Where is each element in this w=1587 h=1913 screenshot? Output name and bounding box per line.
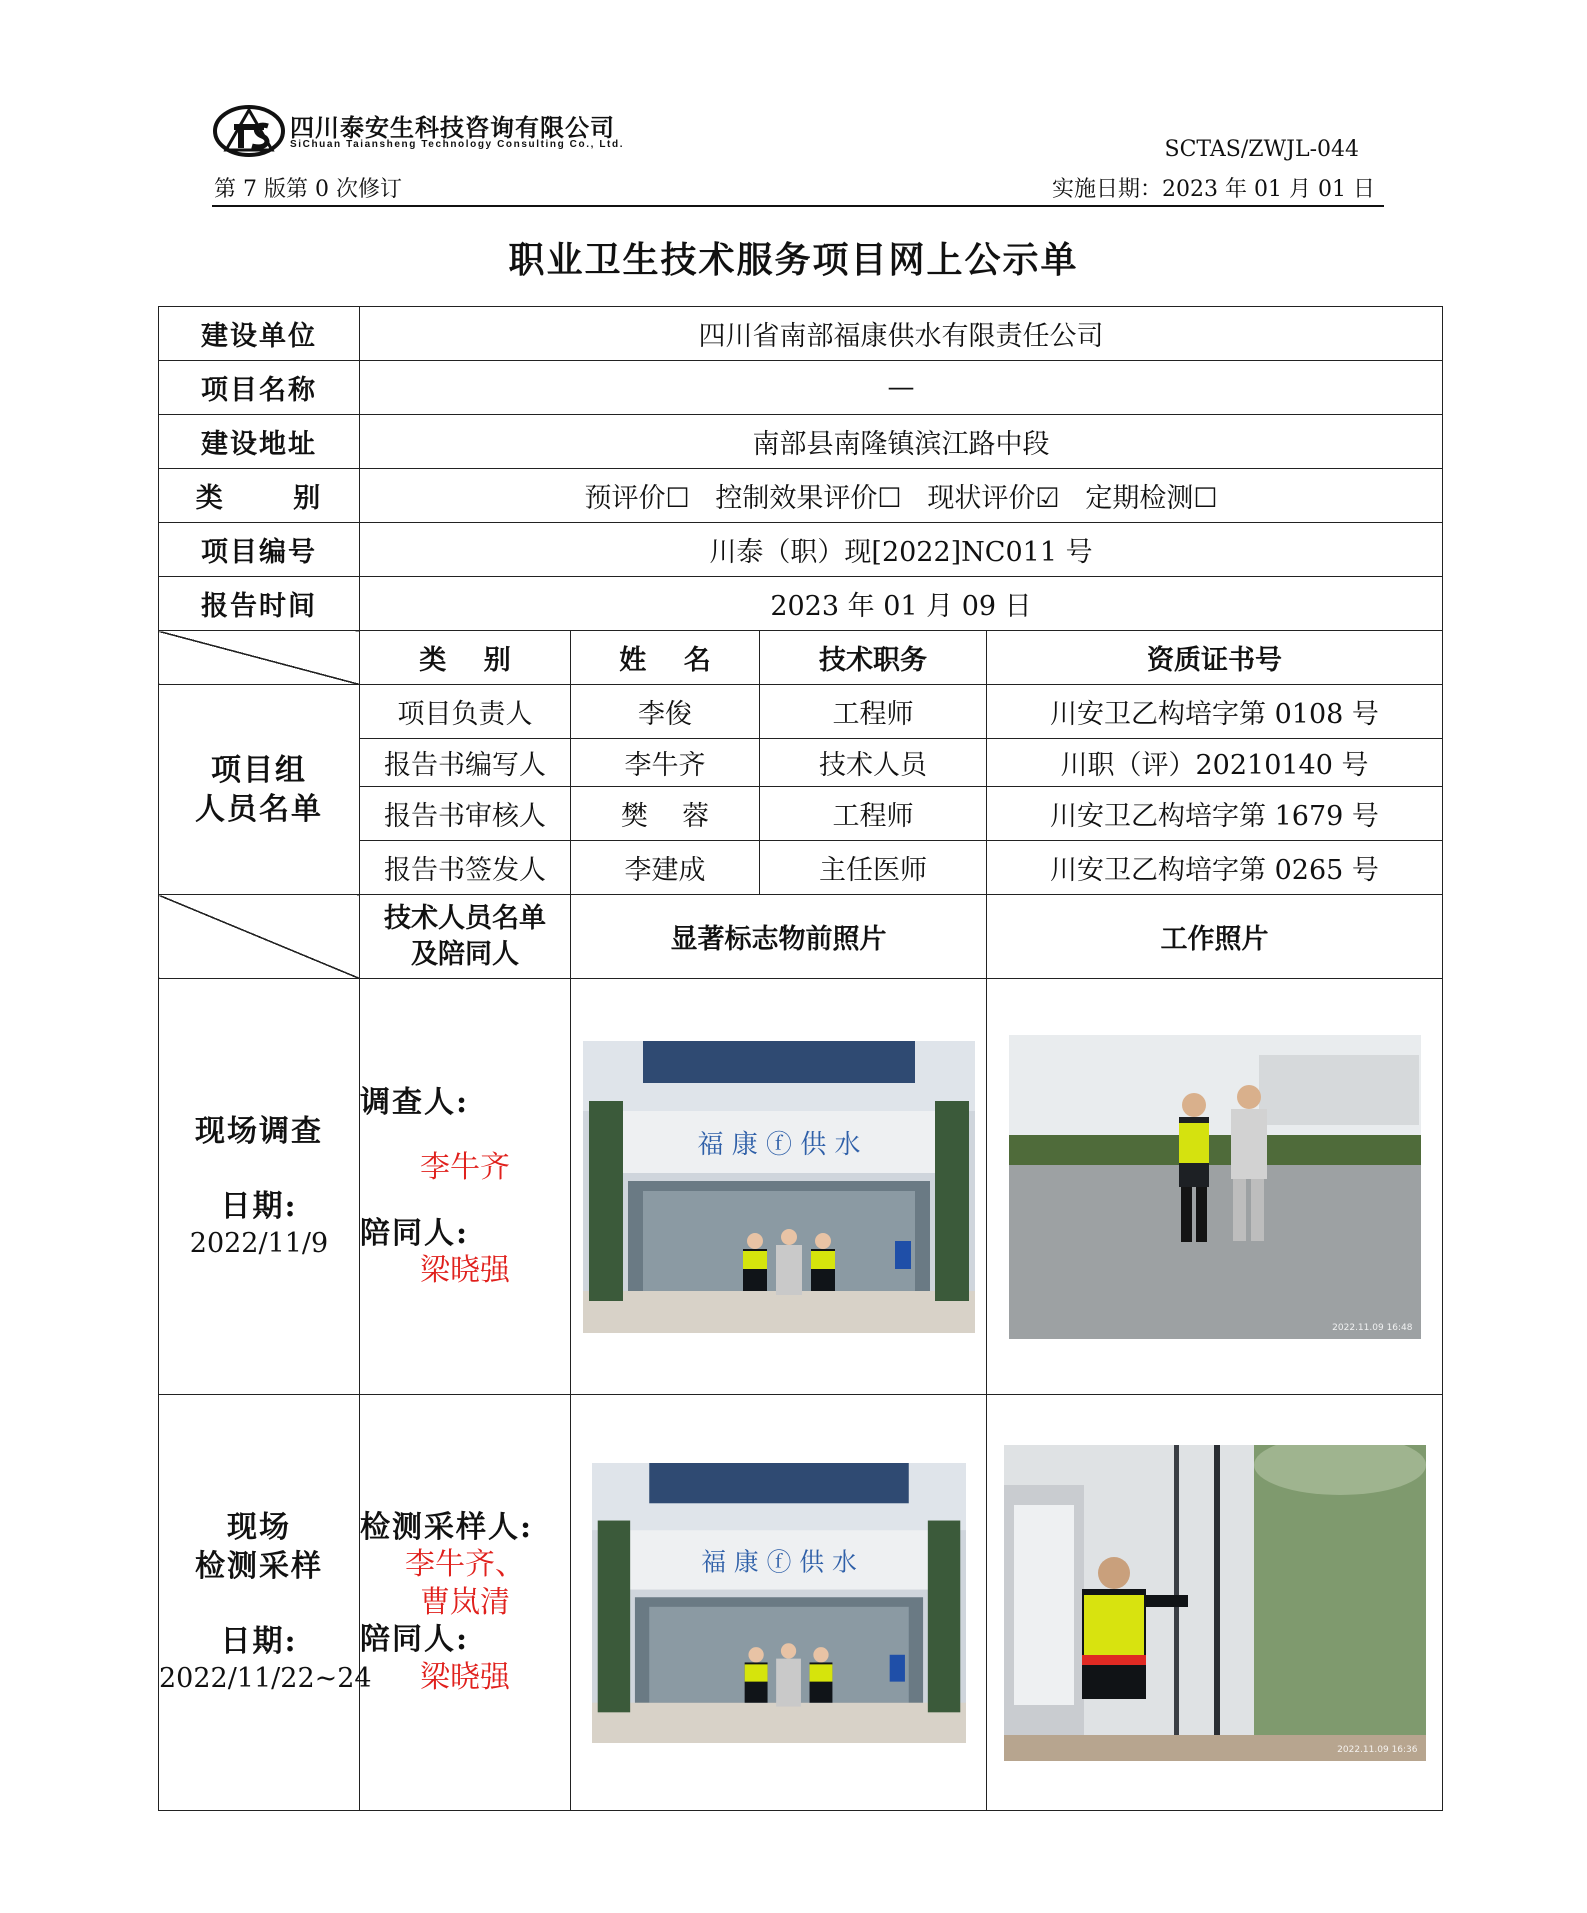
sampling-work-cell [987,1395,1443,1811]
member-title: 工程师 [760,787,987,841]
member-role: 报告书审核人 [360,787,571,841]
sampling-label-line2: 检测采样 [195,1549,323,1585]
survey-people [360,979,571,1395]
diagonal-cell [159,895,360,979]
member-name: 李俊 [571,685,760,739]
team-header-category: 类 别 [360,631,571,685]
sampling-row [159,1395,1443,1811]
diagonal-cell [159,631,360,685]
row-project [159,361,1443,415]
team-header-name: 姓 名 [571,631,760,685]
code-label: 项目编号 [159,523,360,577]
photo-timestamp: 2022.11.09 16:48 [1332,1322,1413,1333]
project-label: 项目名称 [159,361,360,415]
project-value: — [360,361,1443,415]
survey-date-label: 日期: [220,1188,298,1224]
companion-name: 梁晓强 [420,1659,510,1695]
photos-header-row [159,895,1443,979]
member-cert: 川职（评）20210140 号 [987,739,1443,787]
row-report-time [159,577,1443,631]
row-address [159,415,1443,469]
unit-label: 建设单位 [159,307,360,361]
company-name-cn: 四川泰安生科技咨询有限公司 [290,114,615,142]
member-role: 报告书签发人 [360,841,571,895]
survey-landmark-cell [571,979,987,1395]
report-label: 报告时间 [159,577,360,631]
member-role: 项目负责人 [360,685,571,739]
row-unit [159,307,1443,361]
landmark-photo [583,1041,975,1333]
survey-section [159,979,360,1395]
member-cert: 川安卫乙构培字第 0265 号 [987,841,1443,895]
companion-label: 陪同人: [360,1622,470,1658]
sampling-label-line1: 现场 [227,1510,291,1546]
ts-logo-icon [212,104,286,158]
address-label: 建设地址 [159,415,360,469]
page-title: 职业卫生技术服务项目网上公示单 [508,239,1079,281]
companion-label: 陪同人: [360,1215,470,1251]
sampling-section [159,1395,372,1811]
team-header-title: 技术职务 [760,631,987,685]
member-cert: 川安卫乙构培字第 1679 号 [987,787,1443,841]
landmark-photo [592,1463,966,1743]
survey-date-value: 2022/11/9 [189,1227,329,1259]
code-value: 川泰（职）现[2022]NC011 号 [360,523,1443,577]
member-name: 樊 蓉 [571,787,760,841]
member-title: 主任医师 [760,841,987,895]
survey-work-cell [987,979,1443,1395]
sampling-people [360,1395,571,1811]
member-cert: 川安卫乙构培字第 0108 号 [987,685,1443,739]
row-code [159,523,1443,577]
team-section-label [159,685,360,895]
team-header-cert: 资质证书号 [987,631,1443,685]
header-divider [212,205,1384,207]
category-value: 预评价☐ 控制效果评价☐ 现状评价☑ 定期检测☐ [360,469,1443,523]
member-name: 李建成 [571,841,760,895]
sampler-name-2: 曹岚清 [420,1584,510,1620]
category-label: 类 别 [159,469,360,523]
member-title: 技术人员 [760,739,987,787]
svg-text:福 康 ⓕ 供 水: 福 康 ⓕ 供 水 [700,1546,857,1576]
team-member-row [159,685,1443,739]
photos-header-landmark: 显著标志物前照片 [571,895,987,979]
photos-header-people [360,895,571,979]
team-label-line2: 人员名单 [195,791,323,827]
member-title: 工程师 [760,685,987,739]
svg-text:福 康 ⓕ 供 水: 福 康 ⓕ 供 水 [696,1129,861,1160]
survey-row [159,979,1443,1395]
unit-value: 四川省南部福康供水有限责任公司 [360,307,1443,361]
sampling-date-value: 2022/11/22~24 [159,1663,372,1695]
implementation-date: 实施日期：2023 年 01 月 01 日 [1052,177,1375,202]
sampling-landmark-cell [571,1395,987,1811]
investigator-label: 调查人: [360,1084,470,1120]
photo-timestamp: 2022.11.09 16:36 [1337,1744,1418,1755]
photos-header-people-line1: 技术人员名单 [384,903,546,935]
report-value: 2023 年 01 月 09 日 [360,577,1443,631]
company-name-en: SiChuan Taiansheng Technology Consulting Co., Ltd. [290,139,625,150]
team-label-line1: 项目组 [211,752,307,788]
photos-header-people-line2: 及陪同人 [411,938,519,970]
photos-header-work: 工作照片 [987,895,1443,979]
member-name: 李牛齐 [571,739,760,787]
sampler-name-1: 李牛齐、 [405,1547,525,1583]
disclosure-form [158,306,1443,1811]
work-photo [1004,1445,1426,1761]
investigator-name: 李牛齐 [420,1150,510,1185]
sampling-date-label: 日期: [220,1624,298,1660]
companion-name: 梁晓强 [420,1253,510,1288]
version-label: 第 7 版第 0 次修订 [214,177,402,202]
sampler-label: 检测采样人: [360,1509,534,1545]
row-category [159,469,1443,523]
work-photo [1009,1035,1421,1339]
address-value: 南部县南隆镇滨江路中段 [360,415,1443,469]
member-role: 报告书编写人 [360,739,571,787]
document-code: SCTAS/ZWJL-044 [1164,137,1359,162]
team-header-row [159,631,1443,685]
survey-label: 现场调查 [195,1113,323,1149]
